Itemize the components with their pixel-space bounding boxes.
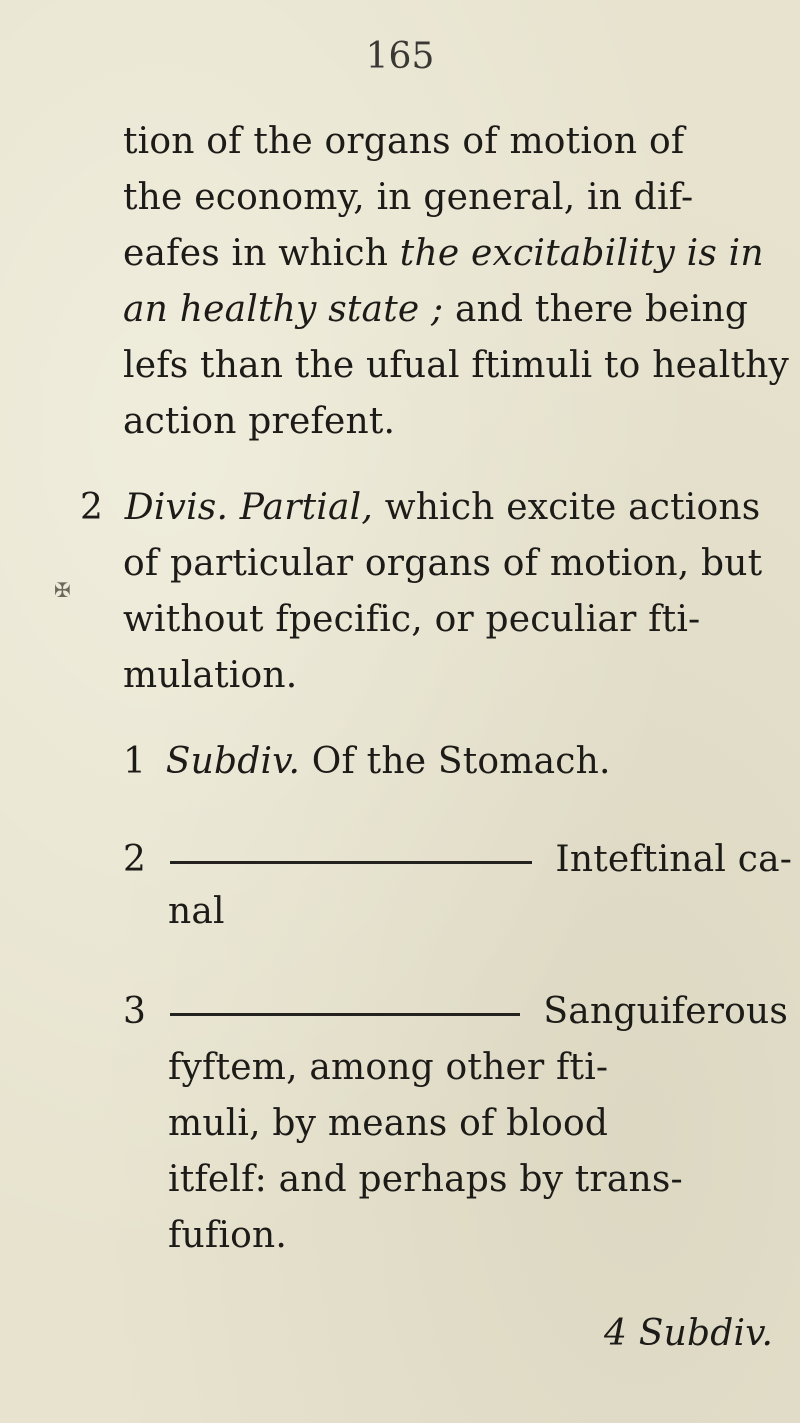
catchword-text: 4 Subdiv. (604, 1313, 774, 1354)
page-number: 165 (365, 36, 435, 77)
italic-segment: the excitability is in (399, 233, 764, 274)
text-line: tion of the organs of motion of (123, 121, 685, 162)
text-line: itfelf: and perhaps by trans- (168, 1159, 683, 1200)
subdivision-number: 3 (123, 991, 147, 1032)
text-segment: which excite actions (384, 487, 761, 528)
text-segment: eafes in which (123, 233, 389, 274)
text-line: fyftem, among other fti- (168, 1047, 609, 1088)
division-heading: Divis. Partial, (124, 487, 374, 528)
subdivision-line (123, 990, 788, 1034)
catchword (604, 1312, 773, 1356)
ditto-dash (170, 861, 532, 864)
text-line (123, 232, 764, 276)
text-line: nal (168, 891, 225, 932)
italic-segment: an healthy state ; (123, 289, 444, 330)
text-line: action prefent. (123, 401, 396, 442)
text-line: lefs than the ufual ftimuli to healthy (123, 345, 790, 386)
text-line: muli, by means of blood (168, 1103, 609, 1144)
division-heading-line (80, 486, 760, 530)
subdivision-text: Of the Stomach. (311, 741, 611, 782)
text-line: of particular organs of motion, but (123, 543, 763, 584)
text-line: without fpecific, or peculiar fti- (123, 599, 701, 640)
margin-mark: ✠ (54, 578, 71, 602)
ditto-dash (170, 1013, 520, 1016)
subdivision-number: 2 (123, 839, 147, 880)
text-line: fufion. (168, 1215, 288, 1256)
subdivision-text: Sanguiferous (543, 991, 789, 1032)
subdivision-text: Inteftinal ca- (555, 839, 793, 880)
subdivision-line (123, 740, 611, 784)
division-number: 2 (80, 487, 104, 528)
text-line (123, 288, 748, 332)
subdivision-number: 1 (123, 741, 147, 782)
text-line: mulation. (123, 655, 298, 696)
subdivision-label: Subdiv. (165, 741, 301, 782)
text-line: the economy, in general, in dif- (123, 177, 694, 218)
subdivision-line (123, 838, 792, 882)
text-segment: and there being (455, 289, 749, 330)
